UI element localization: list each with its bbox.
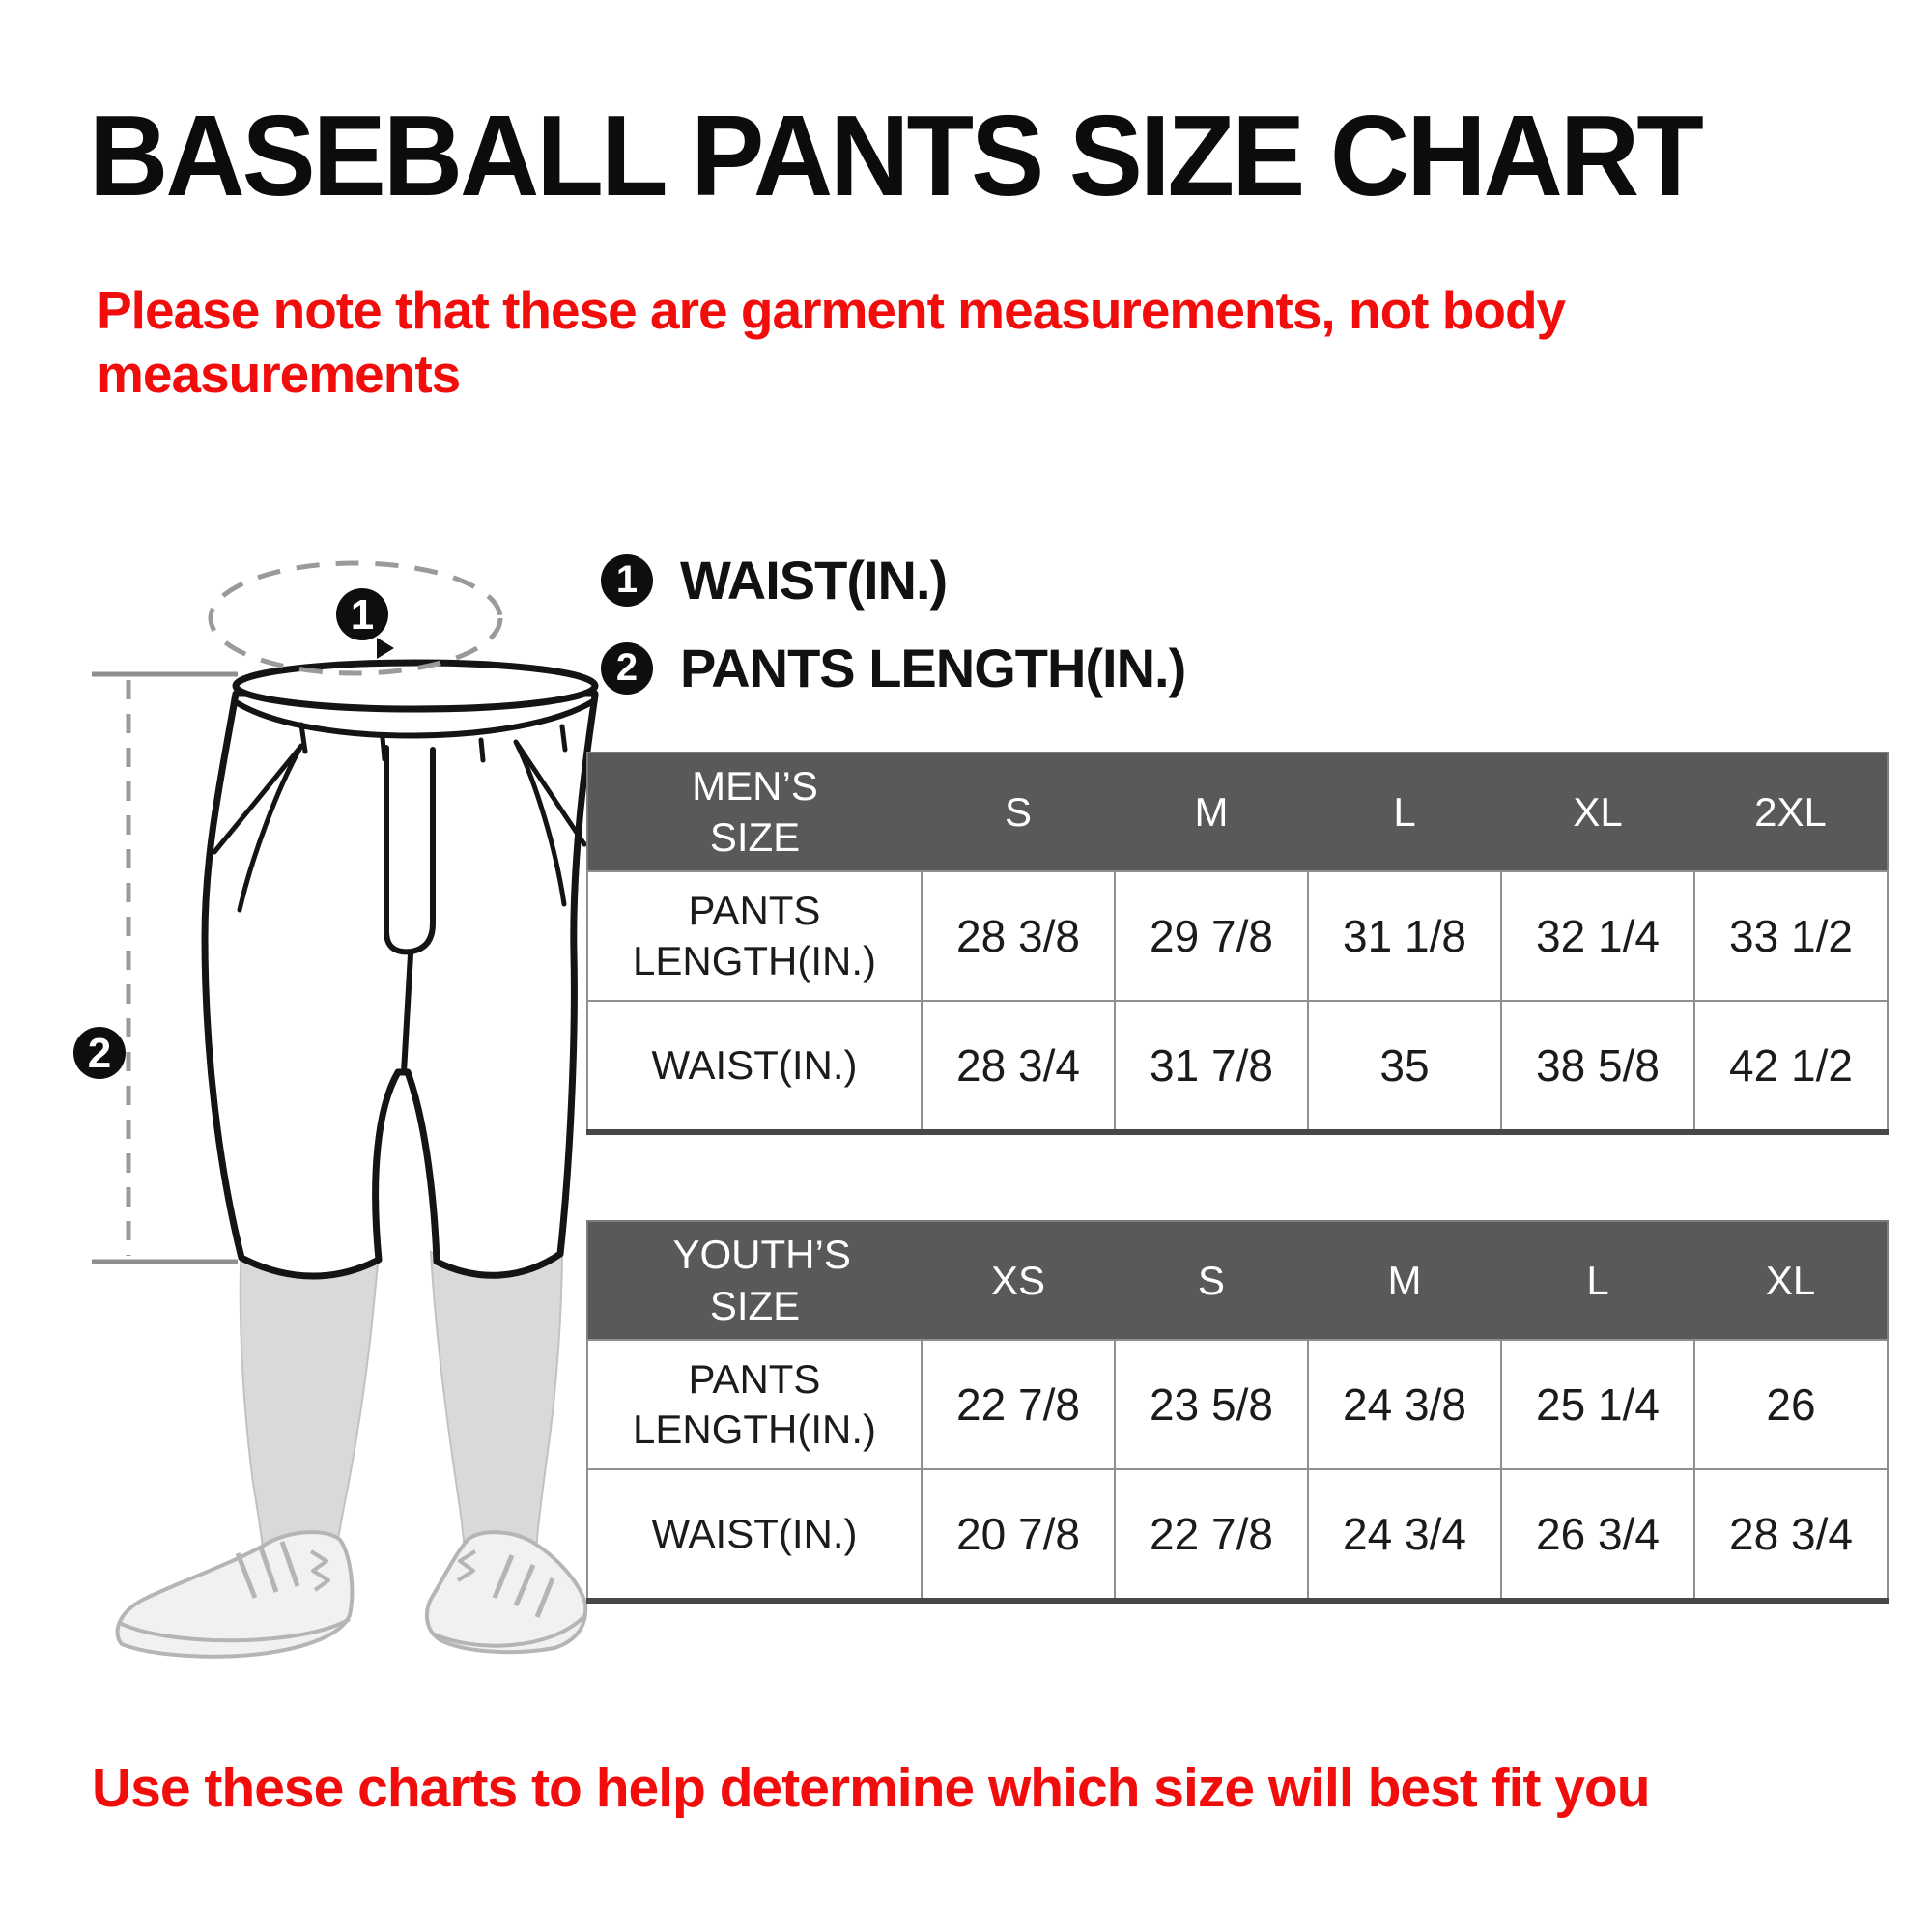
youth-waist-row xyxy=(587,1469,1888,1601)
mens-header-row xyxy=(587,753,1888,871)
pants-measurement-diagram xyxy=(58,541,599,1662)
value-cell: 28 3/8 xyxy=(922,871,1115,1001)
cleats-shape xyxy=(118,1532,586,1657)
value-cell: 25 1/4 xyxy=(1501,1340,1694,1469)
value-cell: 29 7/8 xyxy=(1115,871,1308,1001)
row-label-cell: WAIST(IN.) xyxy=(587,1469,922,1601)
arrow-icon xyxy=(377,638,394,659)
value-cell: 35 xyxy=(1308,1001,1501,1132)
mens-corner-cell: MEN’S SIZE xyxy=(587,753,922,871)
mens-col-m: M xyxy=(1115,753,1308,871)
value-cell: 28 3/4 xyxy=(1694,1469,1888,1601)
value-cell: 26 3/4 xyxy=(1501,1469,1694,1601)
youth-col-m: M xyxy=(1308,1221,1501,1340)
youth-col-xs: XS xyxy=(922,1221,1115,1340)
marker-1-badge: 1 xyxy=(601,554,653,607)
value-cell: 20 7/8 xyxy=(922,1469,1115,1601)
row-label-cell: WAIST(IN.) xyxy=(587,1001,922,1132)
value-cell: 42 1/2 xyxy=(1694,1001,1888,1132)
legend-item-pants-length xyxy=(601,637,1185,699)
row-label-cell: PANTS LENGTH(IN.) xyxy=(587,871,922,1001)
pants-outline xyxy=(205,663,595,1276)
value-cell: 24 3/4 xyxy=(1308,1469,1501,1601)
note-line-2: measurements xyxy=(97,344,461,404)
mens-col-xl: XL xyxy=(1501,753,1694,871)
measurement-legend xyxy=(601,549,1185,724)
value-cell: 31 1/8 xyxy=(1308,871,1501,1001)
youth-header-row xyxy=(587,1221,1888,1340)
youth-pants-length-row xyxy=(587,1340,1888,1469)
value-cell: 31 7/8 xyxy=(1115,1001,1308,1132)
mens-pants-length-row xyxy=(587,871,1888,1001)
marker-1-on-diagram xyxy=(336,588,388,640)
value-cell: 32 1/4 xyxy=(1501,871,1694,1001)
footer-note: Use these charts to help determine which size will best fit you xyxy=(92,1757,1650,1819)
svg-text:1: 1 xyxy=(350,591,375,639)
legend-label-waist: WAIST(IN.) xyxy=(680,550,948,611)
value-cell: 24 3/8 xyxy=(1308,1340,1501,1469)
value-cell: 22 7/8 xyxy=(1115,1469,1308,1601)
mens-col-s: S xyxy=(922,753,1115,871)
mens-size-table xyxy=(586,752,1889,1135)
mens-col-l: L xyxy=(1308,753,1501,871)
youth-col-xl: XL xyxy=(1694,1221,1888,1340)
value-cell: 33 1/2 xyxy=(1694,871,1888,1001)
youth-col-s: S xyxy=(1115,1221,1308,1340)
mens-col-2xl: 2XL xyxy=(1694,753,1888,871)
youth-size-table xyxy=(586,1220,1889,1604)
marker-2-on-diagram xyxy=(73,1027,126,1079)
youth-corner-cell: YOUTH’S SIZE xyxy=(587,1221,922,1340)
note-line-1: Please note that these are garment measurements, not body xyxy=(97,280,1566,340)
garment-measurement-note xyxy=(97,278,1739,406)
value-cell: 26 xyxy=(1694,1340,1888,1469)
legend-item-waist xyxy=(601,549,1185,611)
marker-2-badge: 2 xyxy=(601,642,653,695)
value-cell: 28 3/4 xyxy=(922,1001,1115,1132)
legend-label-pants-length: PANTS LENGTH(IN.) xyxy=(680,638,1186,698)
youth-col-l: L xyxy=(1501,1221,1694,1340)
svg-text:2: 2 xyxy=(87,1030,112,1077)
row-label-cell: PANTS LENGTH(IN.) xyxy=(587,1340,922,1469)
value-cell: 38 5/8 xyxy=(1501,1001,1694,1132)
value-cell: 22 7/8 xyxy=(922,1340,1115,1469)
value-cell: 23 5/8 xyxy=(1115,1340,1308,1469)
socks-shape xyxy=(241,1246,562,1577)
page-title: BASEBALL PANTS SIZE CHART xyxy=(89,92,1701,220)
mens-waist-row xyxy=(587,1001,1888,1132)
